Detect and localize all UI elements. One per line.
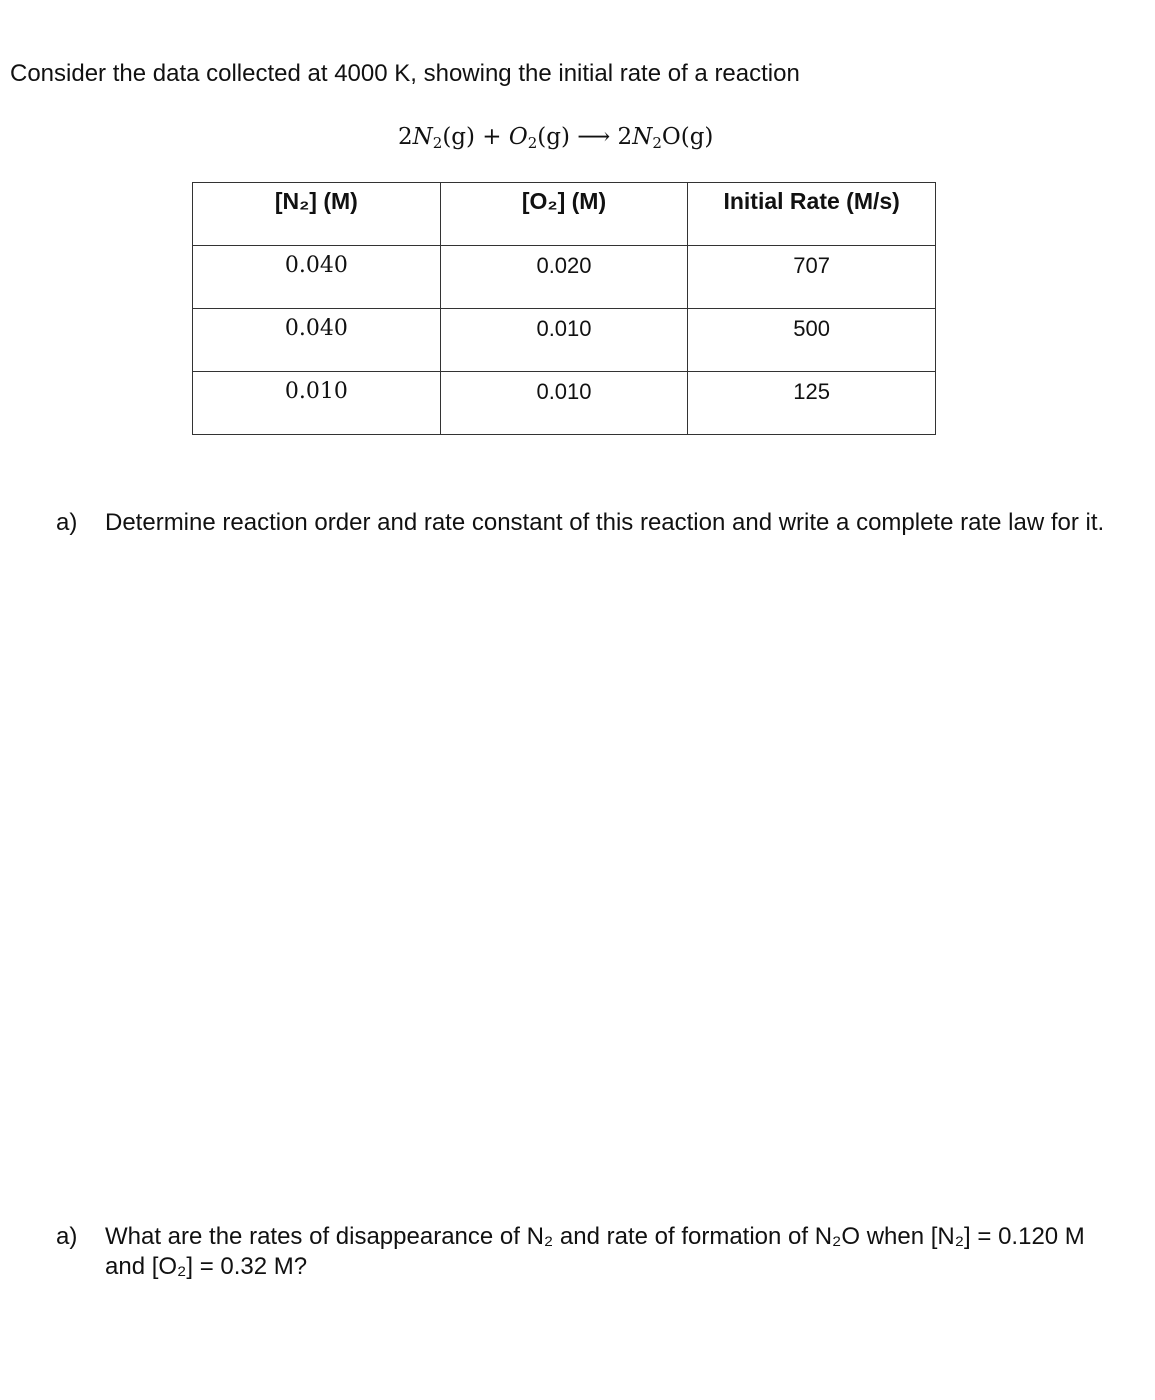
table-row (193, 246, 936, 309)
n2-state-plus: (g) + (442, 124, 509, 150)
cell-o2: 0.010 (440, 372, 688, 435)
cell-rate: 707 (688, 246, 936, 309)
table-row (193, 372, 936, 435)
coefficient-n2: 2 (398, 124, 413, 150)
n2-subscript: 2 (432, 134, 443, 152)
problem-intro: Consider the data collected at 4000 K, showing the initial rate of a reaction (10, 60, 800, 87)
header-initial-rate: Initial Rate (M/s) (688, 183, 936, 246)
o2-symbol: O (508, 124, 528, 150)
o2-subscript: 2 (527, 134, 538, 152)
n2o-subscript: 2 (652, 134, 662, 152)
question-rate-law (56, 508, 1116, 572)
cell-o2: 0.020 (440, 246, 688, 309)
question-marker: a) (56, 1223, 78, 1250)
cell-o2: 0.010 (440, 309, 688, 372)
table-row (193, 309, 936, 372)
cell-rate: 125 (688, 372, 936, 435)
header-n2-concentration: [N₂] (M) (193, 183, 441, 246)
question-text: Determine reaction order and rate constant of this reaction and write a complete rate law for it. (105, 509, 1105, 536)
question-rates (56, 1222, 1116, 1286)
reaction-equation (398, 120, 713, 154)
question-text: What are the rates of disappearance of N₂ and rate of formation of N₂O when [N₂] = 0.120 M and [O₂] = 0.32 M? (105, 1223, 1085, 1280)
n2o-n-symbol: N (632, 124, 653, 150)
cell-rate: 500 (688, 309, 936, 372)
n2o-o-state: O(g) (661, 124, 714, 150)
rate-data-table (192, 182, 936, 435)
n2-symbol: N (412, 124, 433, 150)
o2-state-arrow: (g) ⟶ 2 (537, 124, 633, 150)
cell-n2: 0.010 (193, 372, 441, 435)
table-header-row (193, 183, 936, 246)
cell-n2: 0.040 (193, 309, 441, 372)
cell-n2: 0.040 (193, 246, 441, 309)
question-marker: a) (56, 509, 78, 536)
header-o2-concentration: [O₂] (M) (440, 183, 688, 246)
